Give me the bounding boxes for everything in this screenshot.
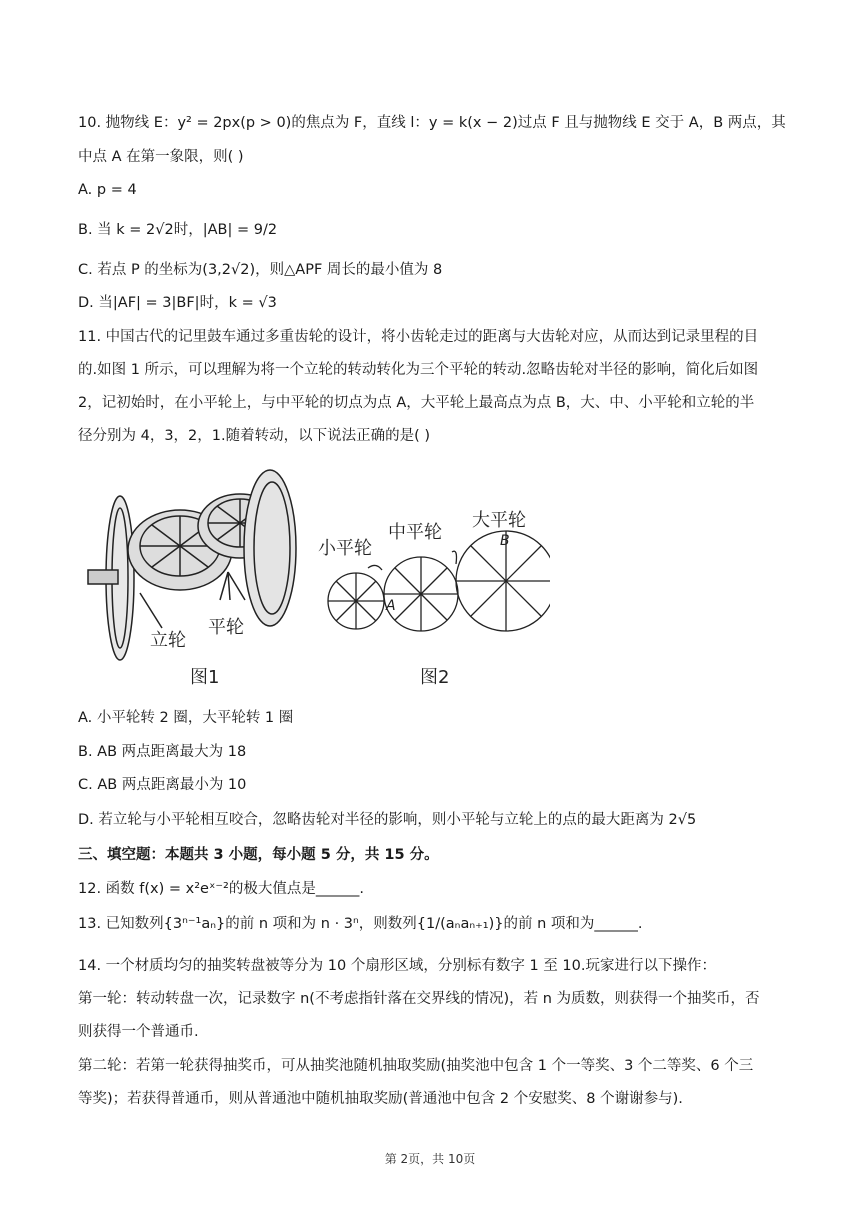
q10-option-b: B. 当 k = 2√2时，|AB| = 9/2 — [78, 222, 278, 238]
q14-line1: 14. 一个材质均匀的抽奖转盘被等分为 10 个扇形区域，分别标有数字 1 至 10.玩家进行以下操作： — [78, 958, 716, 974]
label-large-wheel: 大平轮 — [472, 510, 526, 531]
q10-line2: 中点 A 在第一象限，则( ) — [78, 149, 244, 165]
gear-illustration — [80, 468, 550, 693]
q11-line4: 径分别为 4，3，2，1.随着转动，以下说法正确的是( ) — [78, 428, 431, 444]
section-3-heading: 三、填空题：本题共 3 小题，每小题 5 分，共 15 分。 — [78, 847, 439, 863]
q13-text: 13. 已知数列{3ⁿ⁻¹aₙ}的前 n 项和为 n · 3ⁿ，则数列{1/(aₙaₙ₊₁)}的前 n 项和为______. — [78, 916, 643, 932]
label-medium-wheel: 中平轮 — [388, 522, 442, 543]
fig1-gears — [88, 470, 296, 660]
q10-line1: 10. 抛物线 E：y² = 2px(p > 0)的焦点为 F，直线 l：y = k(x − 2)过点 F 且与抛物线 E 交于 A，B 两点，其 — [78, 115, 786, 131]
point-a-label: A — [386, 598, 396, 614]
q14-line3: 则获得一个普通币. — [78, 1024, 199, 1040]
q10-option-a: A. p = 4 — [78, 182, 137, 198]
page-footer: 第 2页，共 10页 — [384, 1152, 476, 1166]
q12-text: 12. 函数 f(x) = x²eˣ⁻²的极大值点是______. — [78, 881, 364, 897]
label-li-lun: 立轮 — [150, 630, 186, 651]
fig2-caption: 图2 — [420, 667, 450, 688]
q14-line2: 第一轮：转动转盘一次，记录数字 n(不考虑指针落在交界线的情况)，若 n 为质数，则获得一个抽奖币，否 — [78, 991, 760, 1007]
q11-option-d: D. 若立轮与小平轮相互咬合，忽略齿轮对半径的影响，则小平轮与立轮上的点的最大距离为 2√5 — [78, 812, 697, 828]
q11-line2: 的.如图 1 所示，可以理解为将一个立轮的转动转化为三个平轮的转动.忽略齿轮对半径的影响，简化后如图 — [78, 362, 759, 378]
q14-line5: 等奖)；若获得普通币，则从普通池中随机抽取奖励(普通池中包含 2 个安慰奖、8 个谢谢参与). — [78, 1091, 683, 1107]
q11-option-a: A. 小平轮转 2 圈，大平轮转 1 圈 — [78, 710, 294, 726]
label-ping-lun: 平轮 — [208, 617, 244, 638]
q14-line4: 第二轮：若第一轮获得抽奖币，可从抽奖池随机抽取奖励(抽奖池中包含 1 个一等奖、3 个二等奖、6 个三 — [78, 1058, 754, 1074]
q11-line3: 2，记初始时，在小平轮上，与中平轮的切点为点 A，大平轮上最高点为点 B，大、中、小平轮和立轮的半 — [78, 395, 755, 411]
gear-figure — [80, 468, 550, 693]
fig1-caption: 图1 — [190, 667, 220, 688]
label-small-wheel: 小平轮 — [318, 538, 372, 559]
q11-line1: 11. 中国古代的记里鼓车通过多重齿轮的设计，将小齿轮走过的距离与大齿轮对应，从而达到记录里程的目 — [78, 329, 759, 345]
point-b-label: B — [500, 533, 510, 549]
q11-option-c: C. AB 两点距离最小为 10 — [78, 777, 247, 793]
q10-option-d: D. 当|AF| = 3|BF|时，k = √3 — [78, 295, 277, 311]
q10-option-c: C. 若点 P 的坐标为(3,2√2)，则△APF 周长的最小值为 8 — [78, 262, 443, 278]
q11-option-b: B. AB 两点距离最大为 18 — [78, 744, 247, 760]
